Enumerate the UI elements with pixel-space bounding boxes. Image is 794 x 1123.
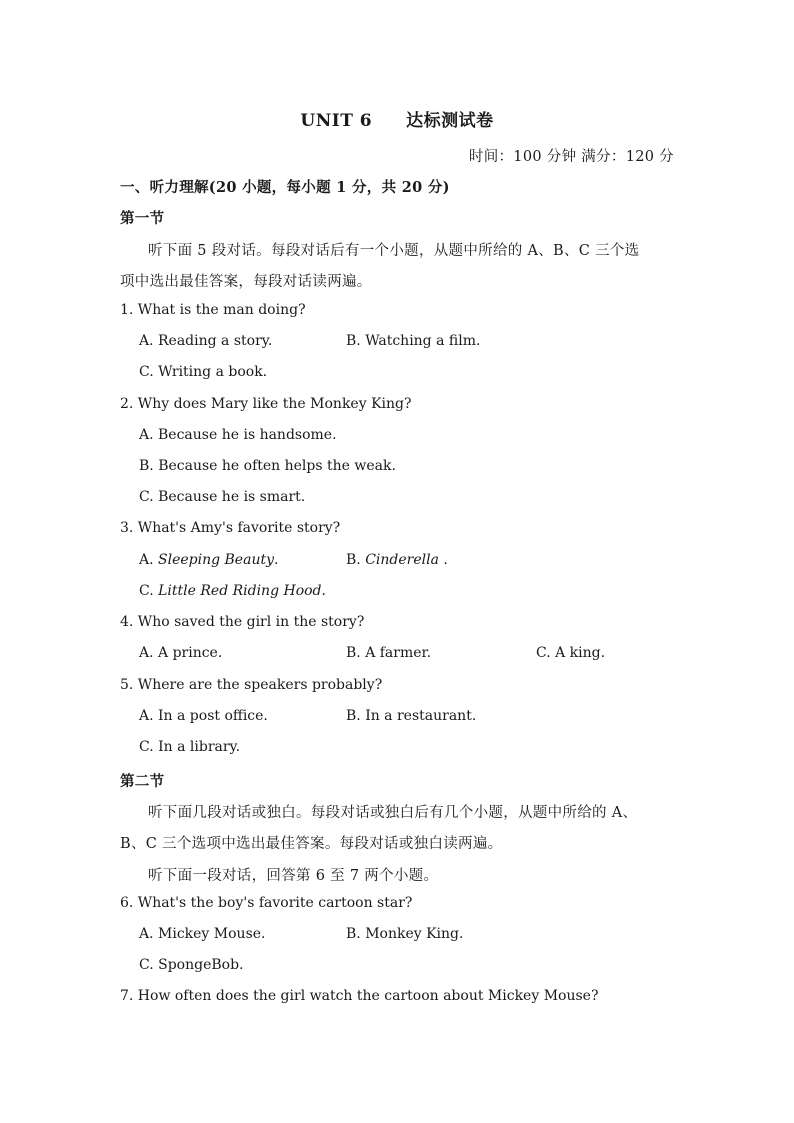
question-5: 5. Where are the speakers probably? [120, 677, 383, 693]
test-name: 达标测试卷 [406, 111, 494, 131]
q4-option-a: A. A prince. [139, 645, 223, 661]
q6-option-b: B. Monkey King. [346, 926, 464, 942]
question-6: 6. What's the boy's favorite cartoon star? [120, 895, 413, 911]
part1-instruction-2: 项中选出最佳答案，每段对话读两遍。 [120, 274, 372, 290]
q3-option-b: B. Cinderella . [346, 552, 448, 568]
q6-option-a: A. Mickey Mouse. [139, 926, 266, 942]
part2-instruction-1: 听下面几段对话或独白。每段对话或独白后有几个小题，从题中所给的 A、 [148, 805, 638, 821]
question-3: 3. What's Amy's favorite story? [120, 520, 341, 536]
q5-option-c: C. In a library. [139, 739, 241, 755]
part1-label: 第一节 [120, 210, 165, 227]
q2-option-c: C. Because he is smart. [139, 489, 306, 505]
q5-option-b: B. In a restaurant. [346, 708, 477, 724]
question-2: 2. Why does Mary like the Monkey King? [120, 396, 412, 412]
q1-option-a: A. Reading a story. [139, 333, 273, 349]
part2-instruction-2: B、C 三个选项中选出最佳答案。每段对话或独白读两遍。 [120, 836, 503, 852]
q2-option-b: B. Because he often helps the weak. [139, 458, 396, 474]
part1-instruction-1: 听下面 5 段对话。每段对话后有一个小题，从题中所给的 A、B、C 三个选 [148, 243, 640, 259]
q3-option-c: C. Little Red Riding Hood. [139, 583, 326, 599]
question-7: 7. How often does the girl watch the cartoon about Mickey Mouse? [120, 988, 599, 1004]
q3-option-a: A. Sleeping Beauty. [139, 552, 279, 568]
part2-instruction-3: 听下面一段对话，回答第 6 至 7 两个小题。 [148, 868, 439, 884]
q4-option-b: B. A farmer. [346, 645, 432, 661]
q6-option-c: C. SpongeBob. [139, 957, 244, 973]
q1-option-b: B. Watching a film. [346, 333, 481, 349]
unit-label: UNIT 6 [300, 111, 373, 131]
time-info: 时间：100 分钟 满分：120 分 [468, 149, 674, 165]
section-heading: 一、听力理解(20 小题，每小题 1 分，共 20 分) [120, 179, 450, 196]
q1-option-c: C. Writing a book. [139, 364, 268, 380]
part2-label: 第二节 [120, 773, 165, 790]
q2-option-a: A. Because he is handsome. [139, 427, 337, 443]
question-1: 1. What is the man doing? [120, 302, 306, 318]
q5-option-a: A. In a post office. [139, 708, 268, 724]
question-4: 4. Who saved the girl in the story? [120, 614, 365, 630]
page-title [0, 106, 794, 131]
q4-option-c: C. A king. [536, 645, 606, 661]
